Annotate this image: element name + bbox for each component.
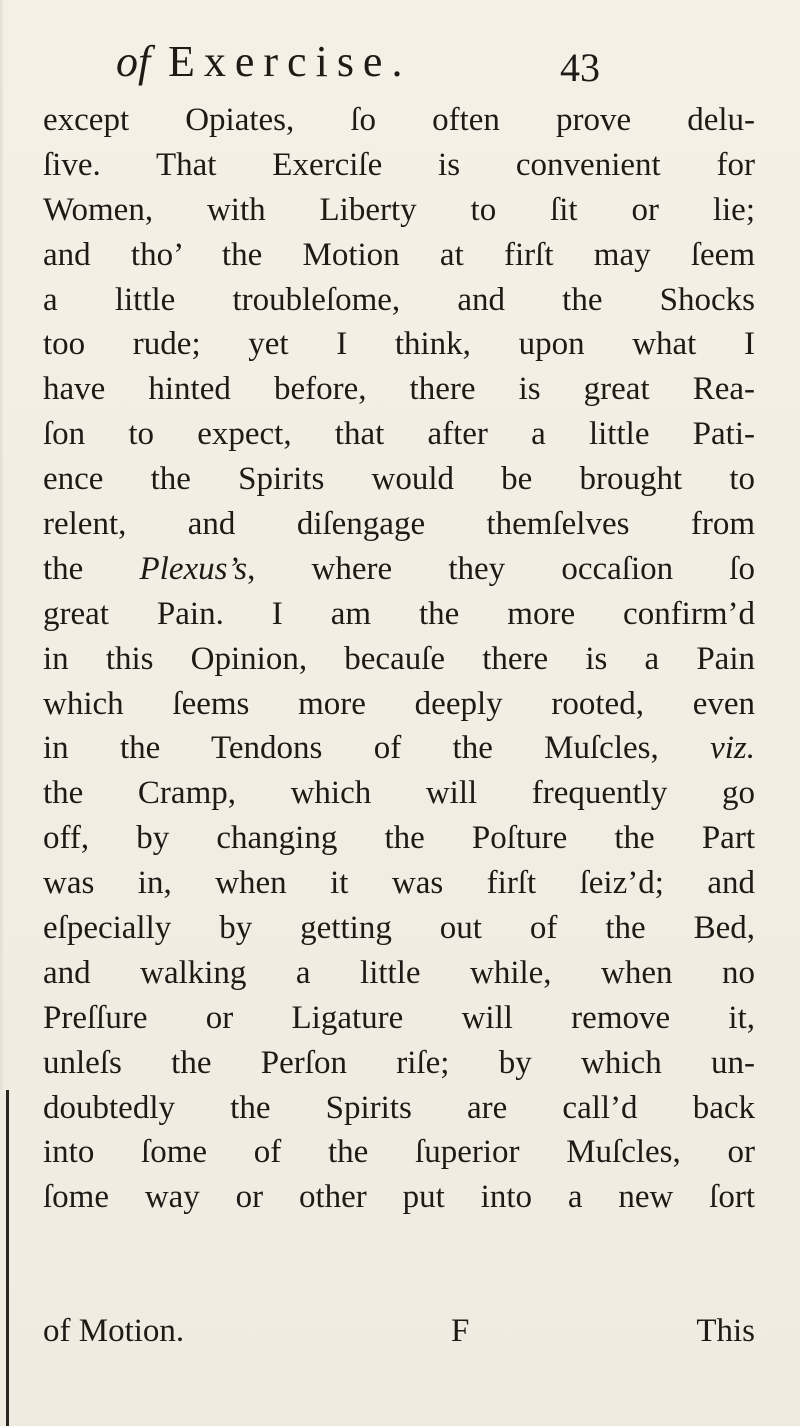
text-line: a little troubleſome, and the Shocks <box>43 281 755 318</box>
running-header <box>100 30 700 100</box>
text-line: the Cramp, which will frequently go <box>43 775 755 812</box>
text-segment: in the Tendons of the Muſcles, <box>43 730 711 767</box>
text-line <box>43 726 755 771</box>
final-text-line: of Motion. <box>43 1313 185 1349</box>
text-line: unleſs the Perſon riſe; by which un- <box>43 1044 755 1081</box>
text-line: ſive. That Exerciſe is convenient for <box>43 146 755 183</box>
text-line: relent, and diſengage themſelves from <box>43 506 755 543</box>
text-line: have hinted before, there is great Rea- <box>43 371 755 408</box>
text-line <box>43 547 755 592</box>
text-line: was in, when it was firſt ſeiz’d; and <box>43 865 755 902</box>
italic-term-plexus: Plexus’s <box>139 550 248 587</box>
text-segment: the <box>43 550 140 587</box>
text-line: great Pain. I am the more confirm’d <box>43 595 755 632</box>
text-line: Women, with Liberty to ſit or lie; <box>43 191 755 228</box>
text-line: and walking a little while, when no <box>43 954 755 991</box>
text-line: too rude; yet I think, upon what I <box>43 326 755 363</box>
text-line: ſome way or other put into a new ſort <box>43 1179 755 1216</box>
text-line: ence the Spirits would be brought to <box>43 461 755 498</box>
text-segment: , where they occaſion ſo <box>247 550 755 587</box>
italic-term-viz: viz. <box>710 730 755 767</box>
signature-mark: F <box>451 1313 470 1349</box>
text-line: into ſome of the ſuperior Muſcles, or <box>43 1134 755 1171</box>
header-of: of <box>116 37 151 86</box>
text-line: eſpecially by getting out of the Bed, <box>43 910 755 947</box>
text-line: doubtedly the Spirits are call’d back <box>43 1089 755 1126</box>
text-line: which ſeems more deeply rooted, even <box>43 685 755 722</box>
body-text <box>43 98 755 1220</box>
page-number: 43 <box>560 45 600 90</box>
binding-edge <box>6 1090 9 1426</box>
text-line: off, by changing the Poſture the Part <box>43 820 755 857</box>
text-line: except Opiates, ſo often prove delu- <box>43 102 755 138</box>
gutter-shadow <box>0 0 4 1090</box>
header-title: Exercise. <box>168 37 412 86</box>
text-line: Preſſure or Ligature will remove it, <box>43 999 755 1036</box>
text-line: ſon to expect, that after a little Pati- <box>43 416 755 453</box>
catchword: This <box>696 1313 755 1349</box>
footer-row <box>43 1309 755 1354</box>
text-line: in this Opinion, becauſe there is a Pain <box>43 640 755 677</box>
text-line: and tho’ the Motion at firſt may ſeem <box>43 236 755 273</box>
